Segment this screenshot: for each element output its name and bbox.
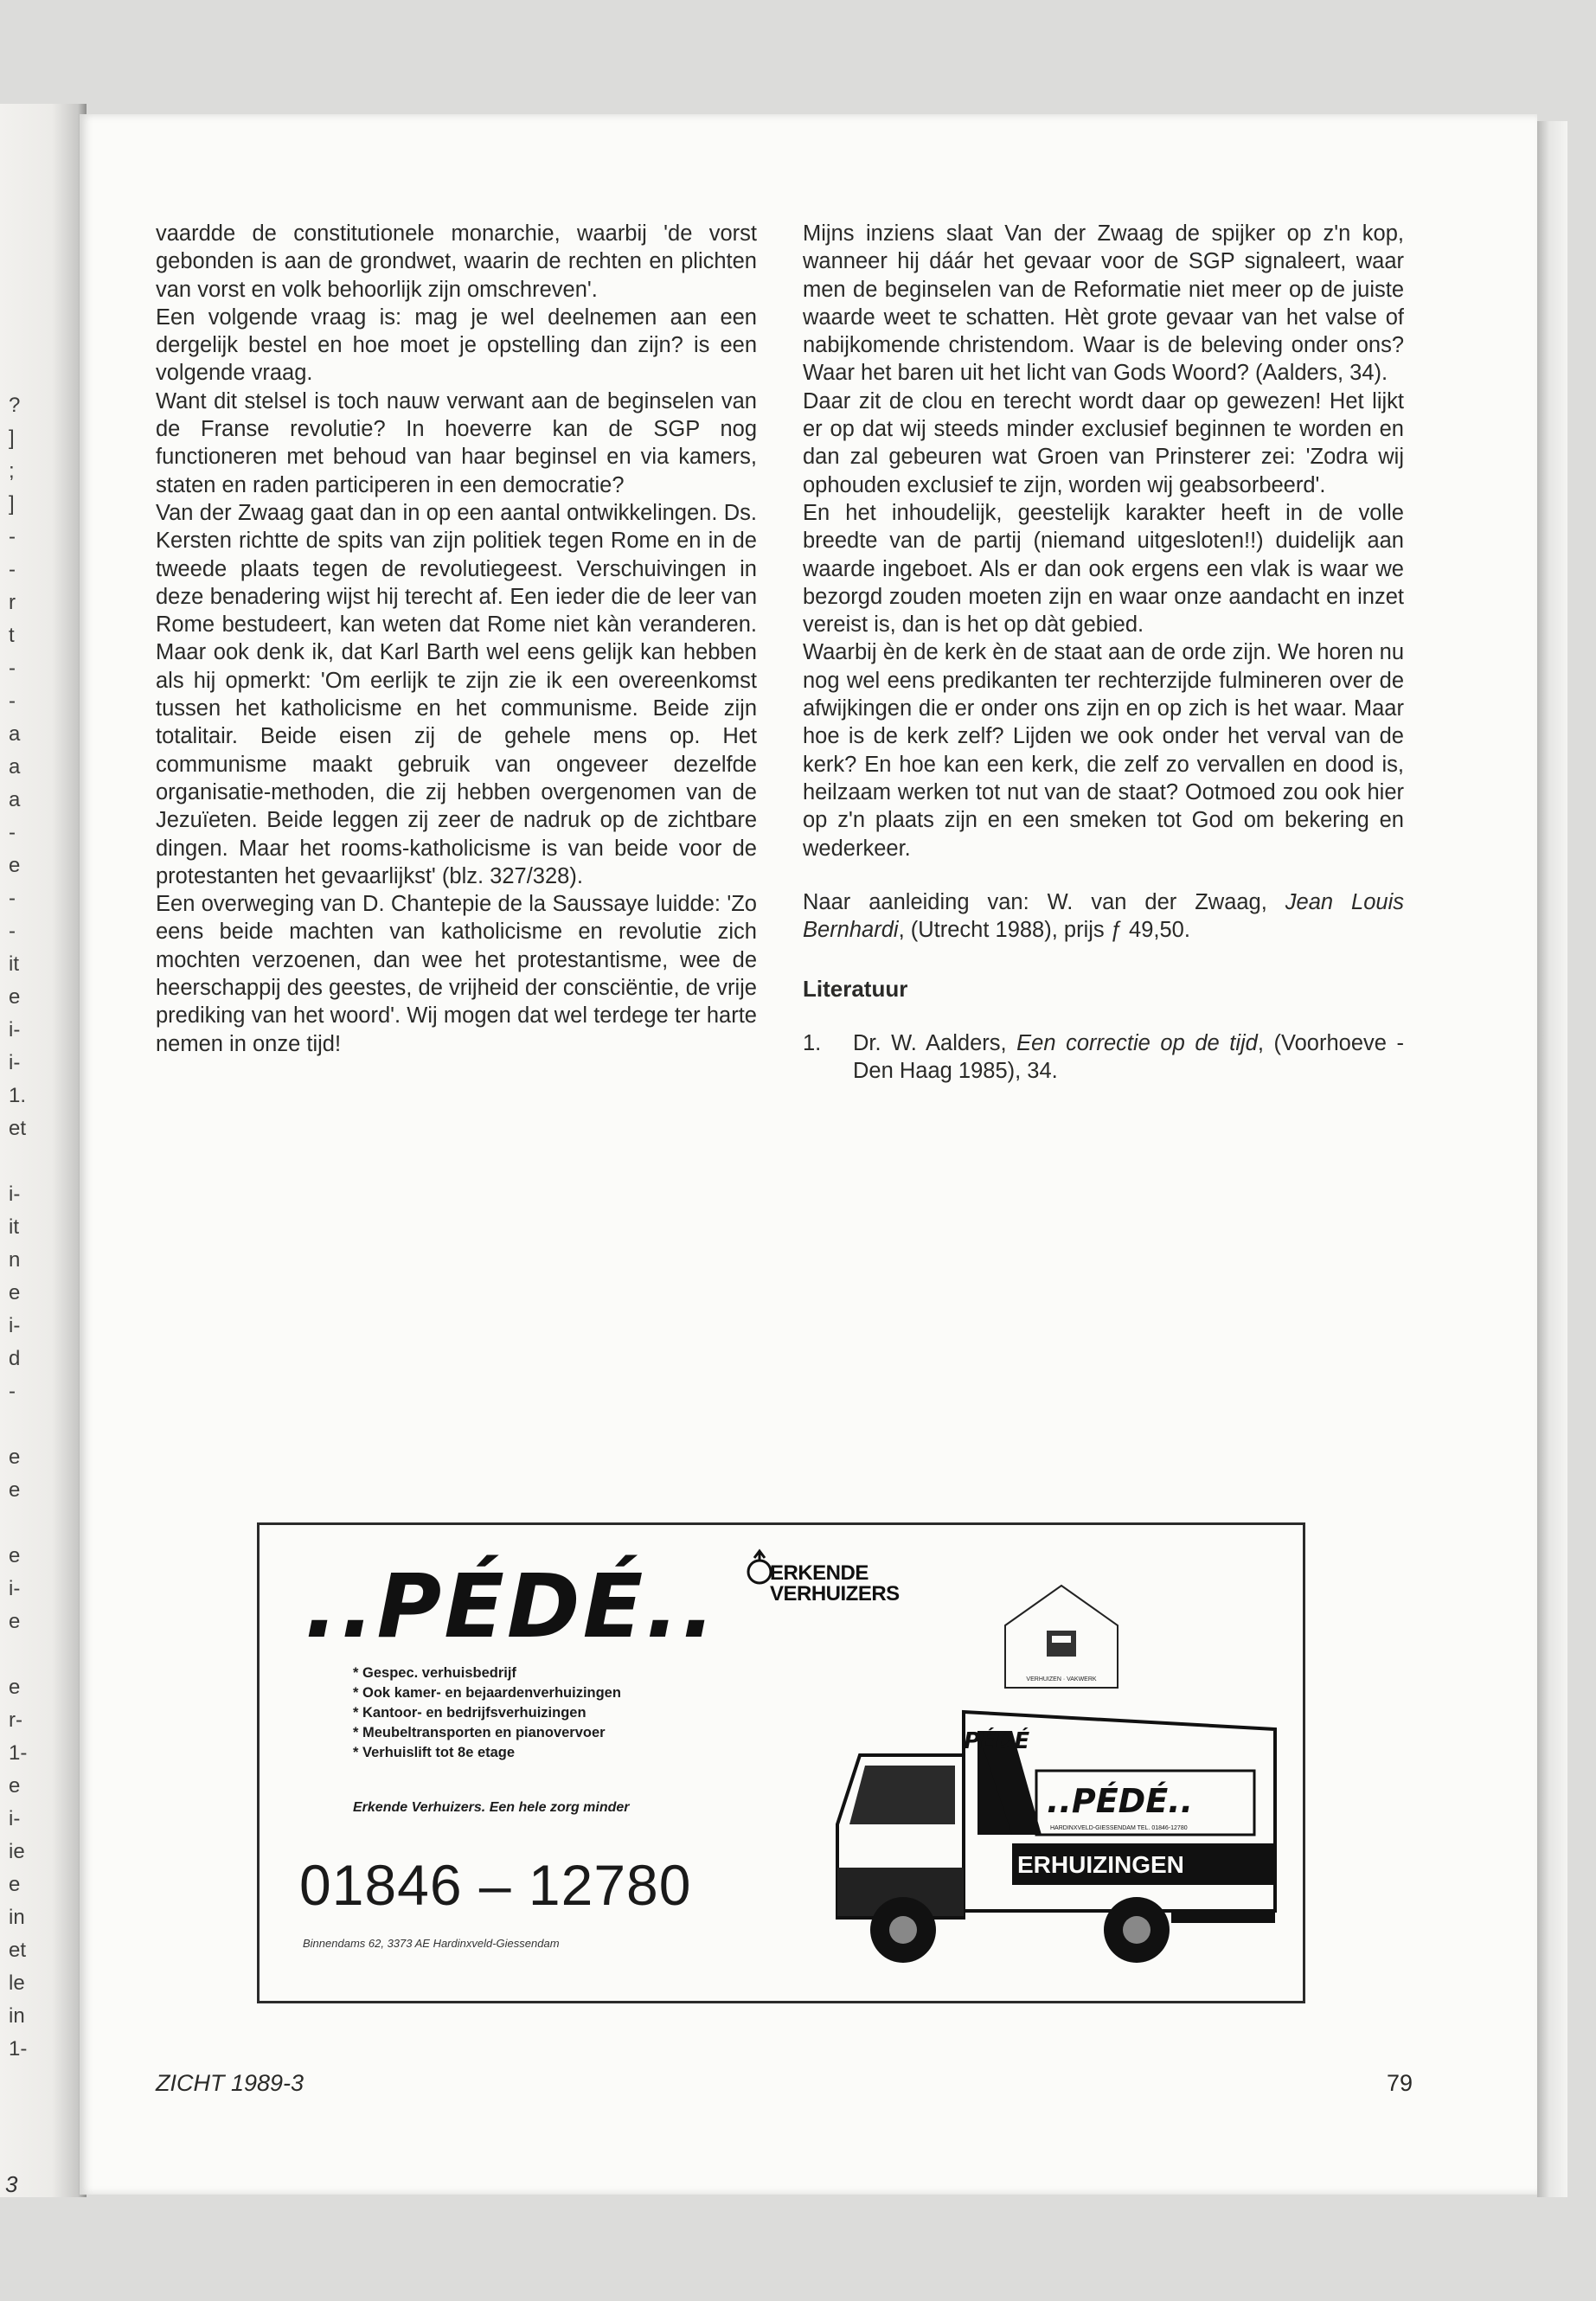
gutter-letter: e [9, 1478, 21, 1502]
source-note [803, 888, 1404, 945]
paragraph: vaardde de constitutionele monarchie, waarbij 'de vorst gebonden is aan de grondwet, waarin de rechten en plichten van vorst en volk behoorlijk zijn omschreven'. [156, 221, 757, 302]
gutter-letter: a [9, 755, 21, 779]
truck-side-text: ERHUIZINGEN [1017, 1851, 1184, 1878]
gutter-letter: - [9, 887, 16, 910]
gutter-letter: it [9, 952, 19, 976]
previous-page-number: 3 [5, 2171, 18, 2197]
phone-number: 01846 – 12780 [299, 1853, 692, 1917]
gutter-letter [9, 1408, 43, 1441]
truck-small-text: HARDINXVELD-GIESSENDAM TEL. 01846-12780 [1050, 1825, 1188, 1831]
literature-title: Een correctie op de tijd [1016, 1030, 1258, 1055]
paragraph: Een volgende vraag is: mag je wel deelnemen aan een dergelijk bestel en hoe moet je opstelling dan zijn? is een volgende vraag. [156, 304, 757, 386]
gutter-letter: 1. [9, 1084, 27, 1107]
gutter-letter: e [9, 854, 21, 877]
gutter-letter: n [9, 1248, 21, 1272]
gutter-letter: ? [9, 394, 21, 417]
literature-heading: Literatuur [803, 976, 908, 1003]
gutter-letter: - [9, 558, 16, 581]
left-column [156, 220, 757, 1058]
right-column [803, 220, 1404, 1085]
gutter-letter: i- [9, 1018, 21, 1042]
house-caption: VERHUIZEN · VAKWERK [1026, 1676, 1097, 1682]
paragraph: Van der Zwaag gaat dan in op een aantal ontwikkelingen. Ds. Kersten richtte de spits van zijn politiek tegen Rome en in de tweede plaats tegen de revolutiegeest. Verschuivingen in deze benadering wijst hij terecht af. Een ieder die de leer van Rome bestudeert, kan weten dat Rome niet kàn veranderen. Maar ook denk ik, dat Karl Barth wel eens gelijk kan hebben als hij opmerkt: 'Om eerlijk te zijn zie ik een overeenkomst tussen het katholicisme en het communisme. Beide zijn totalitair. Beide eisen zij de gehele mens op. Het communisme maakt gebruik van ongeveer dezelfde organisatie-methoden, die zij hebben overgenomen van de Jezuïeten. Beide leggen zij zeer de nadruk op de zichtbare dingen. Maar het rooms-katholicisme is van beide voor de protestanten het gevaarlijkst' (blz. 327/328). [156, 500, 757, 888]
service-item: * Verhuislift tot 8e etage [353, 1743, 621, 1763]
gutter-letter: e [9, 1281, 21, 1304]
source-title: Jean Louis Bernhardi [803, 889, 1404, 943]
gutter-letter: ] [9, 426, 15, 450]
gutter-letter: et [9, 1939, 27, 1962]
journal-footer: ZICHT 1989-3 [156, 2070, 304, 2096]
truck-cab-name: PÉDÉ [964, 1728, 1030, 1754]
advertisement [257, 1522, 1305, 2003]
gutter-letter: - [9, 525, 16, 548]
gutter-letter: r- [9, 1708, 22, 1732]
gutter-letter: it [9, 1215, 19, 1239]
pede-logo: ..PÉDÉ.. [304, 1555, 718, 1658]
service-item: * Kantoor- en bedrijfsverhuizingen [353, 1703, 621, 1723]
gutter-letter: e [9, 1873, 21, 1896]
address: Binnendams 62, 3373 AE Hardinxveld-Giessendam [303, 1937, 560, 1950]
gutter-letter: i- [9, 1314, 21, 1337]
previous-page-text-fragments [9, 389, 43, 2066]
gutter-letter: i- [9, 1183, 21, 1206]
source-prefix: Naar aanleiding van: W. van der Zwaag, [803, 889, 1285, 914]
gutter-letter: - [9, 657, 16, 680]
gutter-letter: - [9, 821, 16, 844]
gutter-letter: e [9, 985, 21, 1009]
literature-item [803, 1029, 1404, 1086]
gutter-letter: - [9, 920, 16, 943]
page-number: 79 [1387, 2070, 1413, 2096]
gutter-letter: - [9, 1380, 16, 1403]
gutter-letter: 1- [9, 1741, 28, 1765]
paragraph: Waarbij èn de kerk èn de staat aan de orde zijn. We horen nu nog wel eens predikanten ter rechterzijde fulmineren over de afwijkingen die er onder ons zijn en op zich is het waar. Maar hoe is de kerk zelf? Lijden we ook onder het verval van de kerk? En hoe kan een kerk, die zelf zo vervallen en dood is, heilzaam werken tot nut van de staat? Ootmoed zou ook hier op z'n plaats zijn en een smeken tot God om bekering en wederkeer. [803, 640, 1404, 861]
gutter-letter: e [9, 1774, 21, 1798]
gutter-letter [9, 1638, 43, 1671]
service-item: * Meubeltransporten en pianovervoer [353, 1723, 621, 1743]
literature-publisher: , (Voorhoeve - Den Haag 1985), 34. [853, 1030, 1404, 1084]
source-suffix: , (Utrecht 1988), prijs ƒ 49,50. [898, 918, 1190, 943]
gutter-letter: in [9, 1906, 25, 1929]
gutter-letter: d [9, 1347, 21, 1370]
erkende-label-line: VERHUIZERS [770, 1582, 900, 1606]
literature-number: 1. [803, 1030, 822, 1055]
truck-logo: ..PÉDÉ.. [1047, 1782, 1194, 1820]
moving-truck-icon [825, 1695, 1284, 1989]
gutter-letter: r [9, 591, 16, 614]
gutter-letter: et [9, 1117, 27, 1140]
gutter-letter: t [9, 624, 15, 647]
gutter-letter: ie [9, 1840, 25, 1863]
gutter-letter: le [9, 1971, 25, 1995]
paragraph: En het inhoudelijk, geestelijk karakter heeft in de volle breedte van de partij (niemand uitgesloten!!) duidelijk aan waarde ingeboet. Als er dan ook ergens een vlak is waar we bezorgd zouden moeten zijn en waar onze aandacht en inzet vereist is, dan is het op dàt gebied. [803, 500, 1404, 638]
ad-slogan: Erkende Verhuizers. Een hele zorg minder [353, 1800, 630, 1815]
literature-reference [853, 1029, 1404, 1086]
gutter-letter: a [9, 722, 21, 746]
gutter-letter: e [9, 1610, 21, 1633]
gutter-letter: ; [9, 459, 15, 483]
paragraph: Mijns inziens slaat Van der Zwaag de spijker op z'n kop, wanneer hij dáár het gevaar voor de SGP signaleert, waar men de beginselen van de Reformatie niet meer op de juiste waarde weet te schatten. Hèt grote gevaar van het valse of nabijkomende christendom. Waar is de beleving onder ons? Waar het baren uit het licht van Gods Woord? (Aalders, 34). [803, 221, 1404, 386]
gutter-letter: ] [9, 492, 15, 516]
gutter-letter: i- [9, 1577, 21, 1600]
gutter-letter: e [9, 1676, 21, 1699]
gutter-letter: i- [9, 1051, 21, 1074]
gutter-letter: a [9, 788, 21, 811]
paragraph: Daar zit de clou en terecht wordt daar op gewezen! Het lijkt er op dat wij steeds minder exclusief beginnen te worden en dan zal gebeuren wat Groen van Prinsterer zei: 'Zodra wij ophouden exclusief te zijn, worden wij geabsorbeerd'. [803, 388, 1404, 497]
gutter-letter: in [9, 2004, 25, 2028]
gutter-letter [9, 1507, 43, 1540]
service-item: * Ook kamer- en bejaardenverhuizingen [353, 1683, 621, 1703]
erkende-label-line: ERKENDE [770, 1561, 869, 1585]
gutter-letter [9, 1145, 43, 1178]
erkende-verhuizers-label [770, 1563, 900, 1605]
gutter-letter: - [9, 689, 16, 713]
paragraph: Want dit stelsel is toch nauw verwant aan de beginselen van de Franse revolutie? In hoeverre kan de SGP nog functioneren met behoud van haar beginsel en via kamers, staten en raden participeren in een democratie? [156, 388, 757, 497]
gutter-letter: e [9, 1544, 21, 1567]
service-item: * Gespec. verhuisbedrijf [353, 1663, 621, 1683]
page-stack-edge [1537, 121, 1567, 2197]
previous-page-edge [0, 104, 87, 2197]
paragraph: Een overweging van D. Chantepie de la Saussaye luidde: 'Zo eens beide machten van katholicisme en revolutie zich mochten verzoenen, dan wee het protestantisme, wee de heerschappij des geestes, de vrijheid der consciëntie, de vrije prediking van het woord'. Wij mogen dat wel terdege ter harte nemen in onze tijd! [156, 892, 757, 1056]
gutter-letter: 1- [9, 2037, 28, 2061]
services-list [353, 1663, 621, 1763]
gutter-letter: e [9, 1445, 21, 1469]
gutter-letter: i- [9, 1807, 21, 1830]
literature-author: Dr. W. Aalders, [853, 1030, 1017, 1055]
